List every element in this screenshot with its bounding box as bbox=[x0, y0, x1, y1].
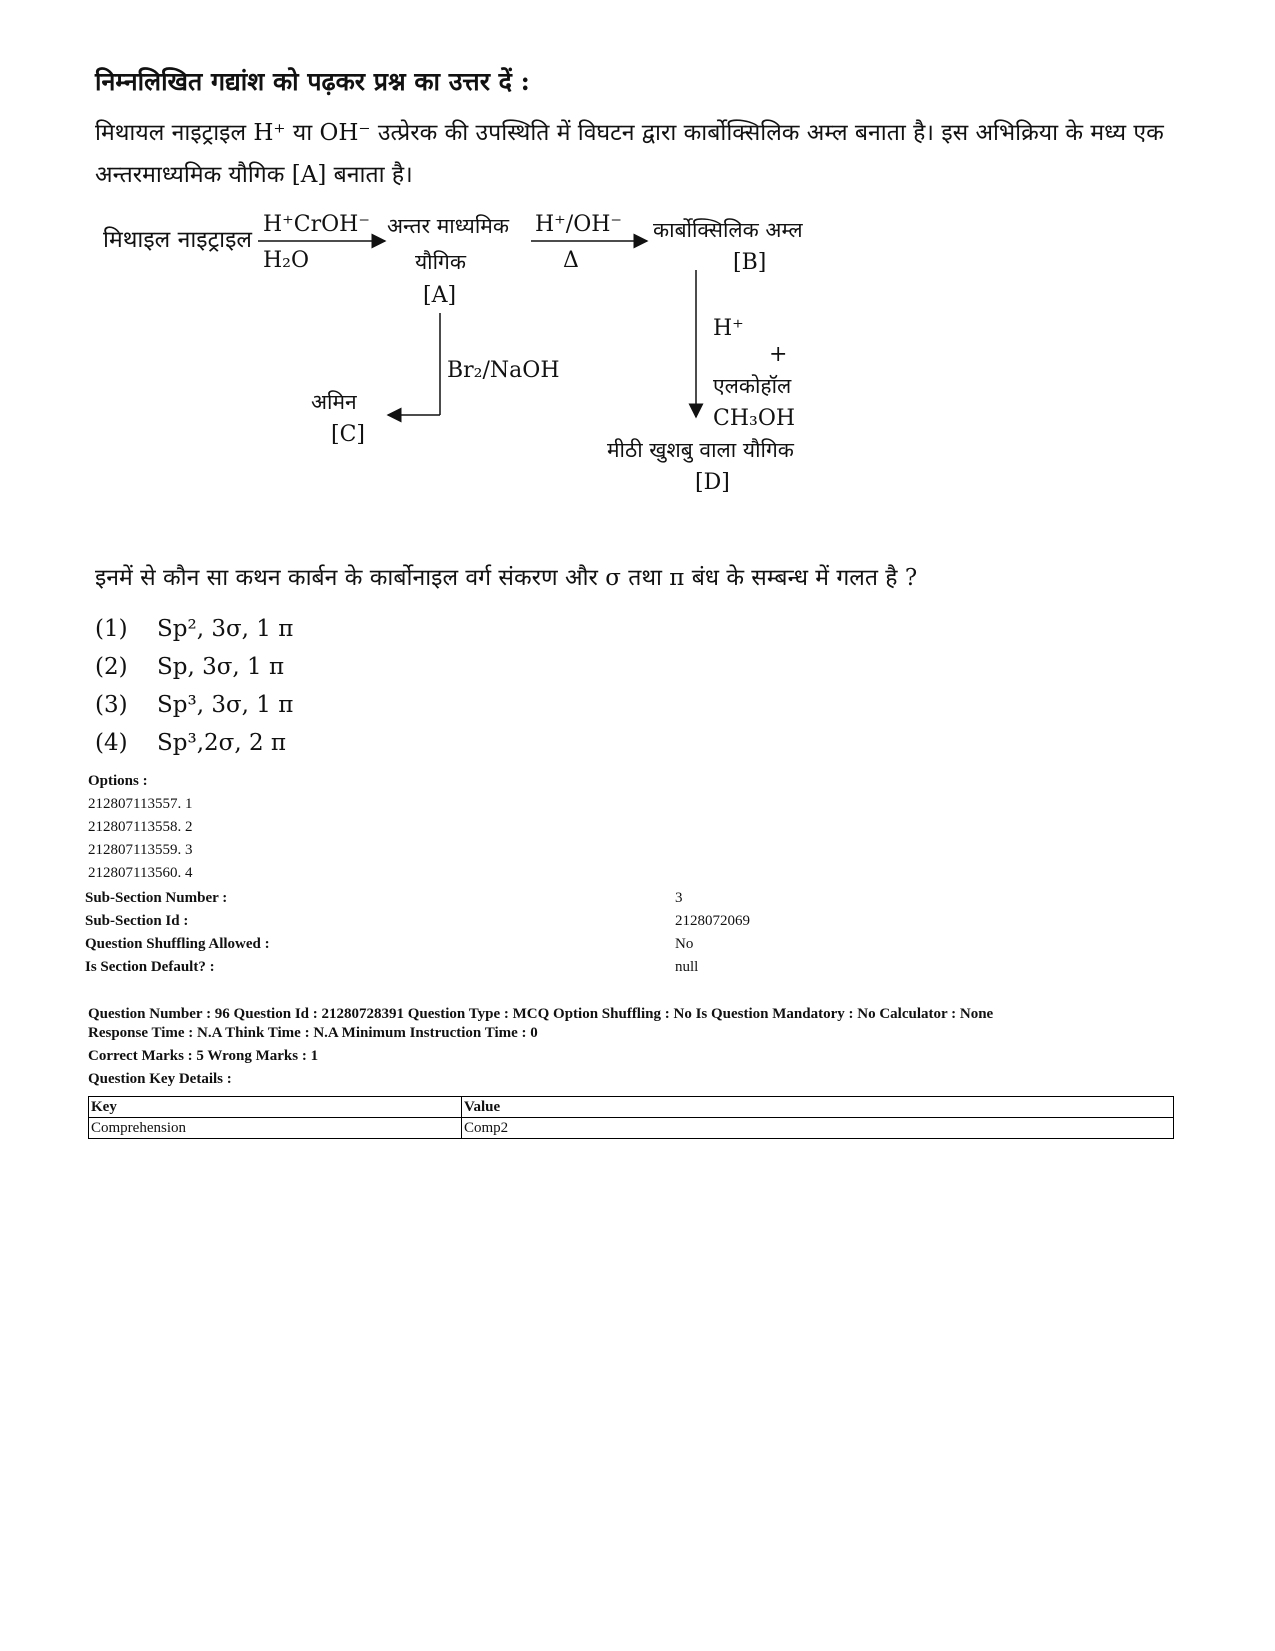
meta-value: No bbox=[675, 936, 694, 952]
question-info-line: Question Key Details : bbox=[88, 1071, 232, 1087]
product-c-label: अमिन bbox=[311, 390, 357, 414]
options-list bbox=[88, 770, 192, 885]
table-header-row bbox=[89, 1097, 1174, 1118]
table-header-value: Value bbox=[462, 1097, 1174, 1118]
options-label: Options : bbox=[88, 773, 148, 789]
subsection-id-row bbox=[85, 910, 1185, 933]
table-cell: Comprehension bbox=[89, 1118, 462, 1139]
meta-key: Is Section Default? : bbox=[85, 959, 215, 975]
product-c-tag: [C] bbox=[331, 422, 365, 447]
choice-text: Sp², 3σ, 1 π bbox=[157, 616, 294, 642]
choice-1 bbox=[95, 610, 293, 648]
choice-text: Sp³, 3σ, 1 π bbox=[157, 692, 294, 718]
reagent-4-line-4: CH₃OH bbox=[713, 406, 796, 431]
choice-2 bbox=[95, 648, 293, 686]
subsection-number-row bbox=[85, 887, 1185, 910]
reactant-label: मिथाइल नाइट्राइल bbox=[103, 227, 253, 253]
option-item: 212807113559. 3 bbox=[88, 842, 193, 858]
choice-3 bbox=[95, 686, 293, 724]
option-item: 212807113557. 1 bbox=[88, 796, 193, 812]
question-info-line: Correct Marks : 5 Wrong Marks : 1 bbox=[88, 1048, 319, 1064]
reagent-4-line-2: + bbox=[769, 342, 788, 367]
section-default-row bbox=[85, 956, 1185, 979]
meta-key: Sub-Section Number : bbox=[85, 890, 228, 906]
meta-value: null bbox=[675, 959, 699, 975]
shuffling-row bbox=[85, 933, 1185, 956]
meta-key: Question Shuffling Allowed : bbox=[85, 936, 270, 952]
comprehension-heading: निम्नलिखित गद्यांश को पढ़कर प्रश्न का उत्तर दें : bbox=[95, 67, 530, 96]
question-text: इनमें से कौन सा कथन कार्बन के कार्बोनाइल वर्ग संकरण और σ तथा π बंध के सम्बन्ध में गलत है ? bbox=[95, 565, 918, 591]
answer-choices bbox=[95, 610, 293, 762]
option-item: 212807113560. 4 bbox=[88, 865, 193, 881]
comprehension-passage: मिथायल नाइट्राइल H⁺ या OH⁻ उत्प्रेरक की उपस्थिति में विघटन द्वारा कार्बोक्सिलिक अम्ल बनाता है। इस अभिक्रिया के मध्य एक अन्तरमाध्यमिक यौगिक [A] बनाता है। bbox=[95, 120, 1164, 188]
reagent-4-line-3: एलकोहॉल bbox=[713, 374, 792, 398]
product-d-label: मीठी खुशबु वाला यौगिक bbox=[607, 438, 794, 462]
choice-number: (2) bbox=[95, 654, 128, 680]
choice-text: Sp³,2σ, 2 π bbox=[157, 730, 287, 756]
reagent-4-line-1: H⁺ bbox=[713, 316, 744, 341]
choice-4 bbox=[95, 724, 293, 762]
reagent-2-bottom: Δ bbox=[563, 248, 579, 273]
reagent-1-top: H⁺CrOH⁻ bbox=[263, 212, 370, 237]
reagent-3-label: Br₂/NaOH bbox=[447, 358, 560, 383]
choice-text: Sp, 3σ, 1 π bbox=[157, 654, 285, 680]
reaction-scheme bbox=[95, 205, 895, 515]
meta-key: Sub-Section Id : bbox=[85, 913, 189, 929]
subsection-details bbox=[85, 887, 1185, 979]
reagent-1-bottom: H₂O bbox=[263, 248, 310, 273]
table-row bbox=[89, 1118, 1174, 1139]
question-info-line: Question Number : 96 Question Id : 21280728391 Question Type : MCQ Option Shuffling : No Is Question Mandatory : No Calculator : None bbox=[88, 1006, 994, 1022]
question-key-table bbox=[88, 1096, 1174, 1139]
product-d-tag: [D] bbox=[695, 470, 730, 495]
meta-value: 3 bbox=[675, 890, 683, 906]
intermediate-label: [A] bbox=[423, 283, 457, 308]
meta-value: 2128072069 bbox=[675, 913, 750, 929]
question-info-line: Response Time : N.A Think Time : N.A Minimum Instruction Time : 0 bbox=[88, 1025, 538, 1041]
intermediate-line-2: यौगिक bbox=[415, 250, 467, 274]
choice-number: (1) bbox=[95, 616, 128, 642]
table-header-key: Key bbox=[89, 1097, 462, 1118]
option-item: 212807113558. 2 bbox=[88, 819, 193, 835]
question-info bbox=[88, 1004, 1188, 1090]
product-b-tag: [B] bbox=[733, 250, 767, 275]
intermediate-line-1: अन्तर माध्यमिक bbox=[387, 214, 509, 238]
table-cell: Comp2 bbox=[462, 1118, 1174, 1139]
reagent-2-top: H⁺/OH⁻ bbox=[535, 212, 623, 237]
choice-number: (3) bbox=[95, 692, 128, 718]
choice-number: (4) bbox=[95, 730, 128, 756]
product-b-label: कार्बोक्सिलिक अम्ल bbox=[653, 218, 803, 242]
